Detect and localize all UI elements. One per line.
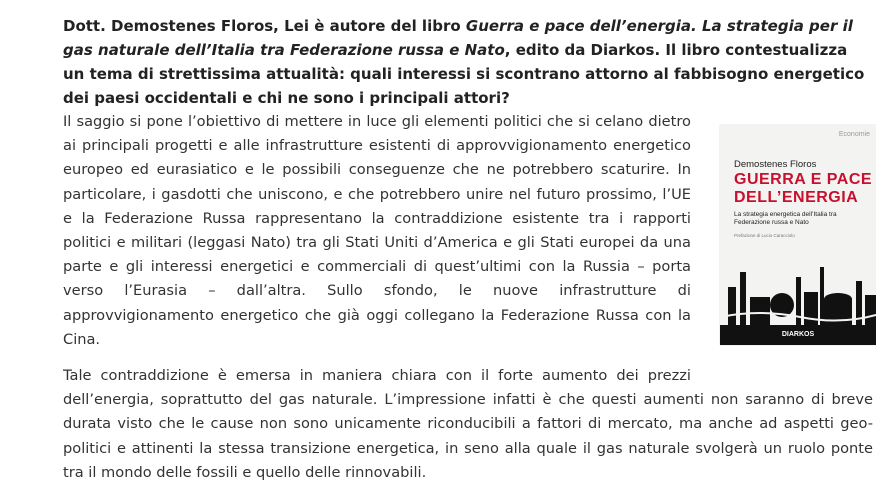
answer-paragraph-2 <box>63 364 876 485</box>
answer-paragraph-2-line-1: Tale contraddizione è emersa in maniera chiara con il forte aumento dei prezzi <box>63 367 691 385</box>
book-title: Guerra e pace dell’energia. La strategia per il gas naturale dell’Italia tra Federazione russa e Nato <box>63 17 853 59</box>
cover-title-line-1: GUERRA E PACE <box>734 171 873 188</box>
answer-paragraph-2-rest: dell’energia, soprattutto del gas naturale. L’impressione infatti è che questi aumenti non saranno di breve durata visto che le cause non sono unicamente riconducibili a fattori di mercato, ma anche ad aspetti geo-politici e attinenti la stessa transizione energetica, in seno alla quale il gas naturale svolgerà un ruolo ponte tra il mondo delle fossili e quello delle rinnovabili. <box>63 391 873 481</box>
interview-question <box>63 14 873 110</box>
book-cover <box>720 125 876 345</box>
cover-subtitle: La strategia energetica dell’Italia tra Federazione russa e Nato <box>734 211 837 226</box>
answer-paragraph-1: Il saggio si pone l’obiettivo di mettere in luce gli elementi politici che si celano dietro ai principali progetti e alle infrastrutture esistenti di approvvigionamento energetico europeo ed eurasiatico e le possibili conseguenze che ne potrebbero scaturire. In particolare, i gasdotti che uniscono, e che potrebbero unire nel futuro prossimo, l’UE e la Federazione Russa rappresentano la contraddizione esistente tra i rapporti politici e militari (leggasi Nato) tra gli Stati Uniti d’America e gli Stati europei da una parte e gli interessi energetici e commerciali di quest’ultimi con la Russia – porta verso l’Eurasia – dall’altra. Sullo sfondo, le nuove infrastrutture di approvvigionamento energetico che già oggi collegano la Federazione Russa con la Cina. <box>63 113 691 348</box>
cover-title-line-2: DELL’ENERGIA <box>734 189 859 206</box>
cover-publisher: DIARKOS <box>781 331 815 338</box>
cover-preface: Prefazione di Lucio Caracciolo <box>734 233 795 238</box>
question-intro: Dott. Demostenes Floros, Lei è autore del libro <box>63 17 466 35</box>
question-rest: , edito da Diarkos. Il libro contestualizza un tema di strettissima attualità: quali interessi si scontrano attorno al fabbisogno energetico dei paesi occidentali e chi ne sono i principali attori? <box>63 41 865 107</box>
cover-author: Demostenes Floros <box>734 159 817 170</box>
cover-series: Economie <box>838 131 870 138</box>
